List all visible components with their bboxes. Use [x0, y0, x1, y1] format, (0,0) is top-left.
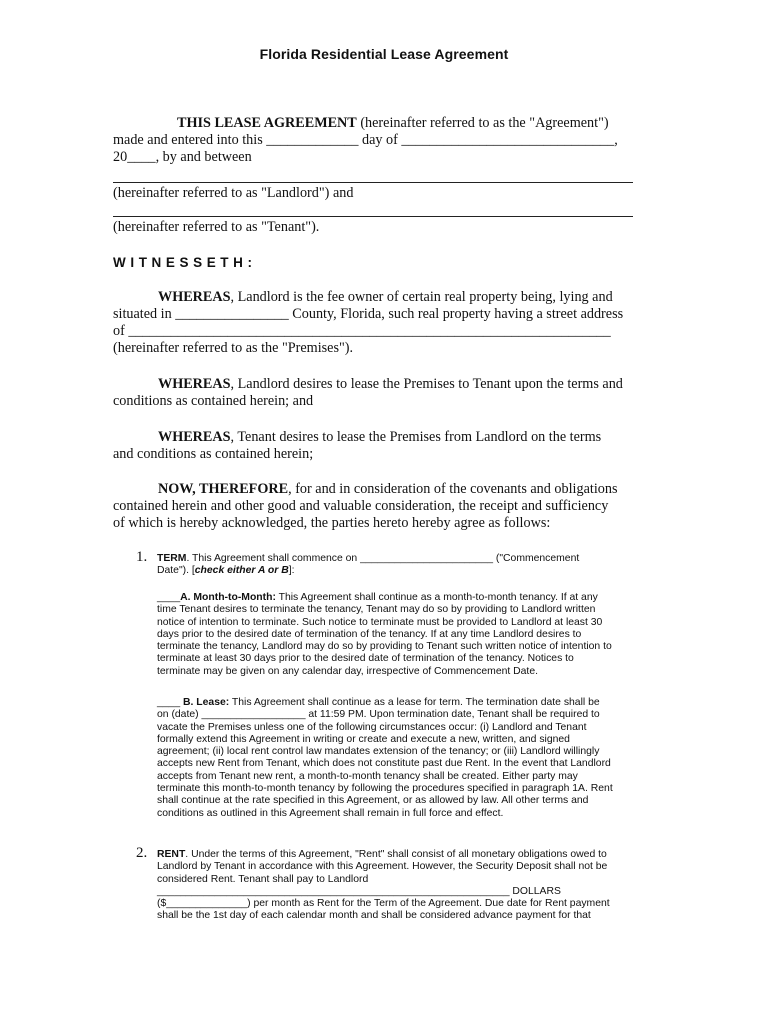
now-therefore-lead: NOW, THEREFORE: [158, 481, 289, 497]
option-b-label: B. Lease:: [183, 697, 230, 708]
option-a-line: days prior to the desired date of termination of the tenancy. If at any time Landlord desires to: [157, 628, 582, 640]
option-b-line: on (date) __________________ at 11:59 PM. Upon termination date, Tenant shall be required to: [157, 709, 600, 721]
whereas-2-line-2: conditions as contained herein; and: [113, 393, 314, 409]
option-a-line: notice of intention to terminate. Such notice to terminate must be provided to Landlord at least 30: [157, 616, 603, 628]
option-a-label: A. Month-to-Month:: [180, 592, 276, 603]
witnesseth-heading: WITNESSETH:: [113, 255, 257, 270]
landlord-name-line: [113, 182, 633, 183]
option-b-line: agreement; (ii) local rent control law mandates extension of the tenancy; or (iii) Landlord willingly: [157, 746, 600, 758]
rent-line: _____________________________________________________________ DOLLARS: [157, 885, 561, 897]
rent-line: ($______________) per month as Rent for the Term of the Agreement. Due date for Rent payment: [157, 898, 610, 910]
whereas-1-line-3: of ____________________________________________________________________: [113, 323, 611, 339]
option-b-line: conditions as outlined in this Agreement shall remain in full force and effect.: [157, 807, 504, 819]
term-label: TERM: [157, 553, 187, 564]
whereas-2-lead: WHEREAS: [158, 376, 231, 392]
now-therefore-line-3: of which is hereby acknowledged, the parties hereto hereby agree as follows:: [113, 515, 551, 531]
section-2-number: 2.: [136, 845, 148, 861]
now-therefore-line-2: contained herein and other good and valuable consideration, the receipt and sufficiency: [113, 498, 609, 514]
whereas-1-line-1: , Landlord is the fee owner of certain real property being, lying and: [230, 289, 613, 305]
section-2-rent: [157, 849, 662, 923]
option-a-line: terminate the tenancy, Landlord may do so by providing to Tenant such written notice of intention to: [157, 641, 612, 653]
document-title: Florida Residential Lease Agreement: [259, 46, 509, 62]
whereas-1-lead: WHEREAS: [158, 289, 231, 305]
option-b-line-1: This Agreement shall continue as a lease for term. The termination date shall be: [229, 697, 600, 708]
whereas-paragraph-2: [113, 376, 658, 410]
rent-line: considered Rent. Tenant shall pay to Landlord: [157, 873, 369, 885]
tenant-name-line: [113, 216, 633, 217]
option-b-blank: ____: [157, 697, 181, 708]
option-a-line: terminate at least 30 days prior to the desired date of termination of the tenancy. Notices to: [157, 653, 574, 665]
whereas-paragraph-1: [113, 289, 658, 357]
option-b-line: accepts new Rent from Tenant, which does not constitute past due Rent. In the event that Landlord: [157, 758, 611, 770]
option-a-line-1: This Agreement shall continue as a month-to-month tenancy. If at any: [275, 592, 598, 603]
intro-paragraph: [113, 115, 658, 166]
option-b-line: accepts from Tenant new rent, a month-to-month tenancy shall be created. Either party may: [157, 770, 578, 782]
whereas-1-line-2: situated in ________________ County, Florida, such real property having a street address: [113, 306, 624, 322]
term-line-1: . This Agreement shall commence on _______________________ ("Commencement: [186, 553, 580, 564]
option-b-line: shall continue at the rate specified in this Agreement, or as allowed by law. All other terms and: [157, 795, 589, 807]
whereas-3-line-1: , Tenant desires to lease the Premises from Landlord on the terms: [230, 429, 602, 445]
term-line-2-instruction: check either A or B: [194, 565, 289, 577]
intro-line-3: 20____, by and between: [113, 149, 252, 165]
option-a-month-to-month: [157, 592, 662, 678]
section-1-term: [157, 553, 662, 578]
rent-line: shall be the 1st day of each calendar month and shall be considered advance payment for that: [157, 910, 591, 922]
tenant-reference: (hereinafter referred to as "Tenant").: [113, 219, 320, 235]
intro-lead: THIS LEASE AGREEMENT: [177, 115, 357, 131]
rent-label: RENT: [157, 849, 186, 860]
landlord-reference: (hereinafter referred to as "Landlord") and: [113, 185, 354, 201]
option-a-line: time Tenant desires to terminate the tenancy, Tenant may do so by providing to Landlord written: [157, 604, 596, 616]
intro-line-2: made and entered into this _____________ day of ______________________________,: [113, 132, 618, 148]
option-a-blank: ____: [157, 592, 181, 603]
now-therefore-line-1: , for and in consideration of the covenants and obligations: [288, 481, 618, 497]
whereas-3-line-2: and conditions as contained herein;: [113, 446, 314, 462]
whereas-paragraph-3: [113, 429, 658, 463]
option-b-line: terminate this month-to-month tenancy by following the procedures specified in paragraph 1A. Rent: [157, 783, 613, 795]
whereas-1-line-4: (hereinafter referred to as the "Premises").: [113, 340, 354, 356]
whereas-2-line-1: , Landlord desires to lease the Premises to Tenant upon the terms and: [230, 376, 623, 392]
option-b-lease: [157, 697, 662, 820]
option-b-line: vacate the Premises unless one of the following circumstances occur: (i) Landlord and Tenant: [157, 721, 587, 733]
term-line-2c: ]:: [288, 565, 295, 577]
whereas-3-lead: WHEREAS: [158, 429, 231, 445]
rent-line-1: . Under the terms of this Agreement, "Rent" shall consist of all monetary obligations owed to: [185, 849, 607, 860]
now-therefore-paragraph: [113, 481, 658, 532]
intro-line-1: (hereinafter referred to as the "Agreement"): [356, 115, 609, 131]
section-1-number: 1.: [136, 549, 148, 565]
option-a-line: terminate may be given on any calendar day, irrespective of Commencement Date.: [157, 665, 538, 677]
option-b-line: formally extend this Agreement in writing or create and execute a new, written, and signed: [157, 733, 570, 745]
term-line-2a: Date"). [: [157, 565, 195, 577]
rent-line: Landlord by Tenant in accordance with this Agreement. However, the Security Deposit shall not be: [157, 861, 608, 873]
